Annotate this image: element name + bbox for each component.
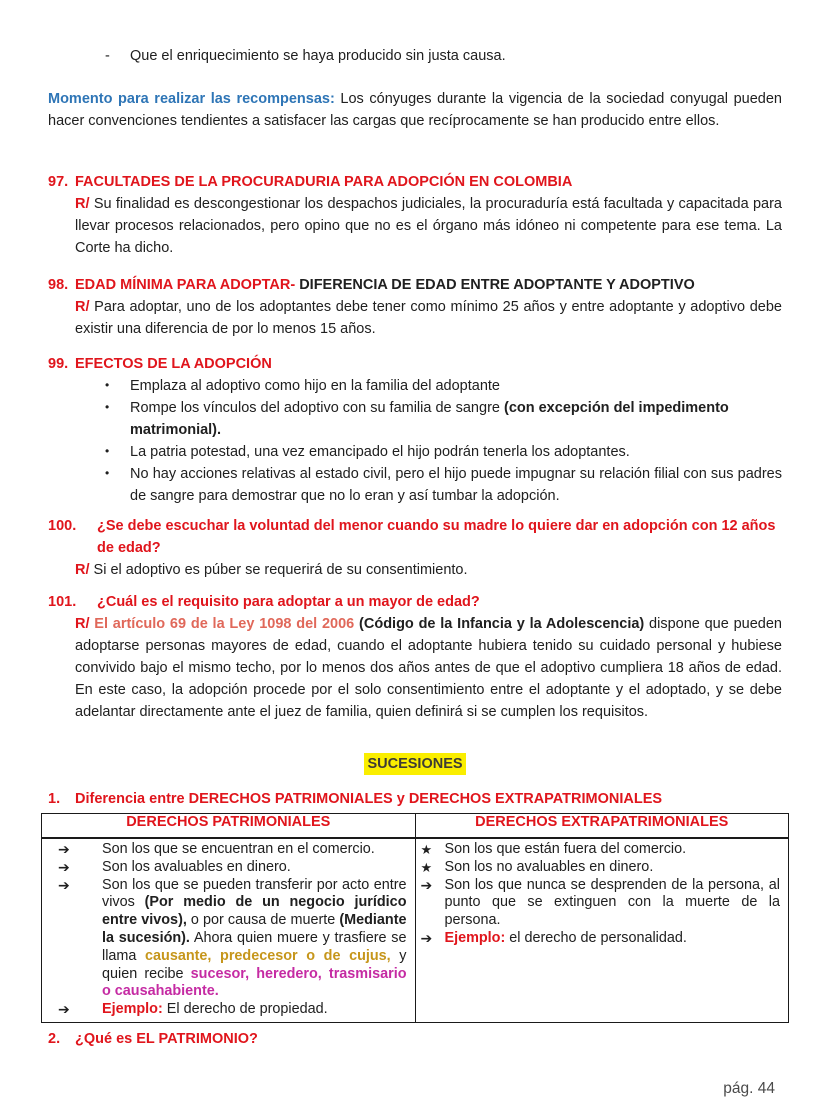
question-101-title: ¿Cuál es el requisito para adoptar a un mayor de edad?	[97, 594, 480, 610]
extrapatrimoniales-list	[416, 841, 789, 948]
arrow-bullet-icon: ➔	[58, 876, 70, 893]
question-99-heading	[48, 353, 782, 375]
momento-lead: Momento para realizar las recompensas:	[48, 91, 335, 107]
question-99-title: EFECTOS DE LA ADOPCIÓN	[75, 356, 272, 372]
answer-98-label: R/	[75, 299, 90, 315]
list-item	[42, 859, 415, 877]
question-101-heading	[48, 591, 782, 613]
question-98-title	[75, 274, 782, 296]
bullet-4-text: No hay acciones relativas al estado civil, pero el hijo puede impugnar su relación filial con sus padres de sangre para demostrar que no lo eran y así tumbar la adopción.	[130, 466, 782, 504]
column-header-patrimoniales: DERECHOS PATRIMONIALES	[42, 814, 416, 839]
left-ejemplo-label: Ejemplo:	[102, 1001, 163, 1018]
document-page	[0, 45, 828, 1116]
star-bullet-icon: ★	[420, 859, 433, 875]
left-item-3-seg7: y quien recibe	[102, 947, 407, 982]
left-item-2-text: Son los avaluables en dinero.	[102, 858, 291, 875]
sucesiones-item-1-heading	[48, 788, 782, 810]
left-item-3-seg5: Ahora quien muere y trasfiere se llama	[102, 929, 407, 964]
list-item	[105, 375, 782, 397]
bullet-2-text: Rompe los vínculos del adoptivo con su familia de sangre	[130, 400, 504, 416]
question-98-title-red: EDAD MÍNIMA PARA ADOPTAR-	[75, 277, 296, 293]
table-body-row	[42, 838, 789, 1022]
left-item-3-sucesor-terms: sucesor, heredero, trasmisario o causahabiente.	[102, 965, 407, 1000]
question-98-title-black: DIFERENCIA DE EDAD ENTRE ADOPTANTE Y ADOPTIVO	[295, 277, 695, 293]
right-item-1-text: Son los que están fuera del comercio.	[444, 841, 687, 857]
question-99-number: 99.	[48, 356, 69, 372]
list-item	[416, 930, 789, 948]
left-item-1-text: Son los que se encuentran en el comercio.	[102, 841, 375, 857]
list-item	[105, 397, 782, 441]
list-item	[42, 1001, 415, 1019]
question-100-heading	[48, 515, 782, 559]
bullet-dot-icon: •	[105, 400, 110, 414]
left-item-3-seg3: o por causa de muerte	[186, 912, 340, 929]
sucesiones-item-2-heading	[48, 1028, 782, 1050]
left-item-3-causante-terms: causante, predecesor o de cujus,	[145, 947, 391, 964]
item-2-title: ¿Qué es EL PATRIMONIO?	[75, 1030, 258, 1047]
answer-97-text: Su finalidad es descongestionar los despachos judiciales, la procuraduría está facultada y capacitada para llevar procesos relacionados, pero opino que no es el órgano más idóneo ni competente para ese tema. La Corte ha dicho.	[75, 196, 782, 256]
bullet-1-text: Emplaza al adoptivo como hijo en la familia del adoptante	[130, 378, 500, 394]
arrow-bullet-icon: ➔	[58, 858, 70, 875]
list-item	[105, 441, 782, 463]
left-item-3-seg1: Son los que se pueden transferir por acto entre vivos	[102, 876, 407, 911]
left-ejemplo-text: El derecho de propiedad.	[162, 1001, 328, 1018]
left-item-3-seg4: (Mediante la sucesión).	[102, 912, 407, 946]
question-98-number: 98.	[48, 277, 69, 293]
answer-97-label: R/	[75, 196, 90, 212]
arrow-bullet-icon: ➔	[58, 841, 70, 857]
bullet-3-text: La patria potestad, una vez emancipado el hijo podrán tenerla los adoptantes.	[130, 444, 630, 460]
left-item-3-seg2: (Por medio de un negocio jurídico entre vivos),	[102, 894, 407, 929]
question-97-number: 97.	[48, 174, 69, 190]
question-101-number: 101.	[48, 594, 77, 610]
question-100-title: ¿Se debe escuchar la voluntad del menor cuando su madre lo quiere dar en adopción con 12 años de edad?	[97, 518, 776, 556]
section-title-highlighted: SUCESIONES	[364, 753, 465, 775]
arrow-bullet-icon: ➔	[420, 876, 433, 893]
question-100-answer	[75, 559, 782, 581]
patrimoniales-cell	[42, 838, 416, 1022]
column-header-extrapatrimoniales: DERECHOS EXTRAPATRIMONIALES	[415, 814, 789, 839]
section-title-row	[48, 753, 782, 775]
question-97-answer	[75, 193, 782, 259]
answer-100-text: Si el adoptivo es púber se requerirá de su consentimiento.	[89, 562, 468, 578]
bullet-2-bold: (con excepción del impedimento matrimonial).	[130, 400, 729, 438]
answer-101-law-reference: El artículo 69 de la Ley 1098 del 2006	[89, 616, 360, 632]
dash-item-text: Que el enriquecimiento se haya producido sin justa causa.	[130, 48, 506, 64]
question-97-title: FACULTADES DE LA PROCURADURIA PARA ADOPCIÓN EN COLOMBIA	[75, 174, 573, 190]
momento-paragraph	[48, 88, 782, 132]
momento-body: Los cónyuges durante la vigencia de la sociedad conyugal pueden hacer convenciones tendientes a satisfacer las cargas que recíprocamente se han producido entre ellos.	[48, 91, 782, 129]
dash-list-item	[48, 45, 782, 67]
right-item-3-text: Son los que nunca se desprenden de la persona, al punto que se extinguen con la muerte de la persona.	[444, 876, 780, 929]
question-100-number: 100.	[48, 518, 77, 534]
question-97-heading	[48, 171, 782, 193]
right-ejemplo-text: el derecho de personalidad.	[505, 929, 687, 946]
answer-101-code-name: (Código de la Infancia y la Adolescencia)	[359, 616, 645, 632]
list-item	[416, 841, 789, 859]
bullet-dot-icon: •	[105, 444, 110, 458]
answer-101-label: R/	[75, 616, 90, 632]
dash-bullet: -	[105, 48, 110, 64]
item-1-number: 1.	[48, 791, 61, 807]
bullet-dot-icon: •	[105, 466, 110, 480]
extrapatrimoniales-cell	[415, 838, 789, 1022]
question-99-bullet-list	[48, 375, 782, 507]
right-ejemplo-label: Ejemplo:	[444, 929, 506, 946]
question-98-answer	[75, 296, 782, 340]
rights-comparison-table	[41, 813, 789, 1023]
answer-98-text: Para adoptar, uno de los adoptantes debe tener como mínimo 25 años y entre adoptante y adoptivo debe existir una diferencia de por lo menos 15 años.	[75, 299, 782, 337]
arrow-bullet-icon: ➔	[420, 929, 433, 946]
item-2-number: 2.	[48, 1030, 61, 1047]
question-98-heading	[48, 274, 782, 296]
arrow-bullet-icon: ➔	[58, 1001, 70, 1018]
item-1-title: Diferencia entre DERECHOS PATRIMONIALES y DERECHOS EXTRAPATRIMONIALES	[75, 791, 663, 807]
answer-101-text: dispone que pueden adoptarse personas mayores de edad, cuando el adoptante hubiera tenido su cuidado personal y hubiese convivido bajo el mismo techo, por lo menos dos años antes de que el adoptivo cumpliera 18 años de edad. En este caso, la adopción procede por el solo consentimiento entre el adoptante y el adoptado, y se debe adelantar directamente ante el juez de familia, quien definirá si se cumplen los requisitos.	[75, 616, 782, 720]
list-item	[416, 859, 789, 877]
right-item-2-text: Son los no avaluables en dinero.	[444, 858, 654, 875]
list-item	[42, 841, 415, 859]
bullet-dot-icon: •	[105, 378, 110, 392]
answer-100-label: R/	[75, 562, 90, 578]
list-item	[42, 877, 415, 1002]
page-number: pág. 44	[723, 1079, 775, 1097]
list-item	[105, 463, 782, 507]
star-bullet-icon: ★	[420, 842, 433, 857]
patrimoniales-list	[42, 841, 415, 1019]
table-header-row	[42, 814, 789, 839]
question-101-answer	[75, 613, 782, 723]
page-content	[0, 45, 828, 1100]
list-item	[416, 877, 789, 930]
